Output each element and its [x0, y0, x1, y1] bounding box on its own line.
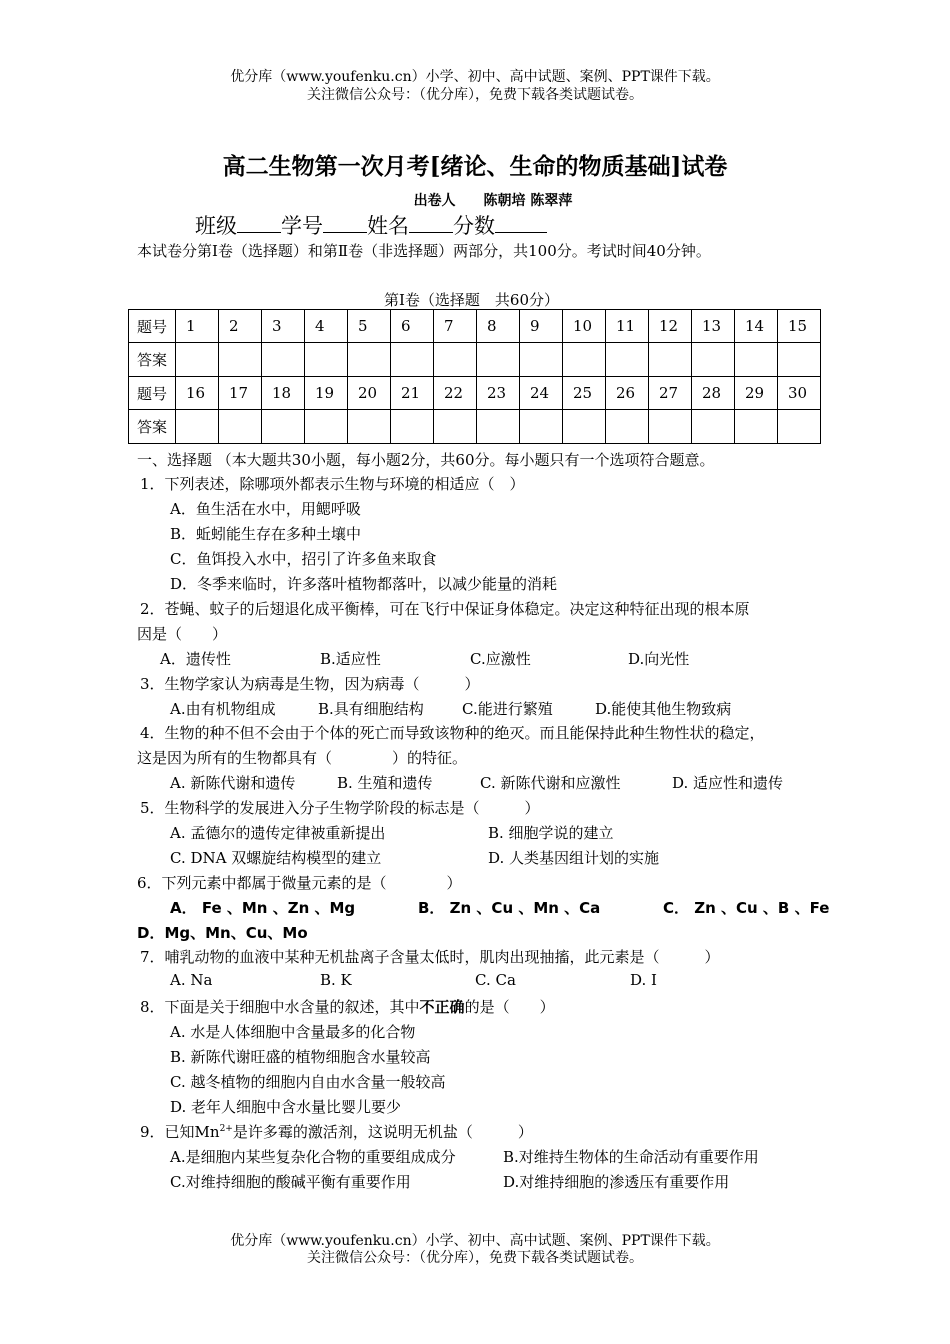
q2-option-c: C.应激性: [470, 650, 531, 668]
table-cell-qnum: 5: [348, 310, 391, 343]
name-blank[interactable]: [409, 214, 453, 233]
q3-option-b: B.具有细胞结构: [318, 700, 424, 718]
q5-option-b: B. 细胞学说的建立: [488, 824, 614, 842]
answer-cell[interactable]: [692, 343, 735, 377]
table-row-numbers-2: [129, 377, 821, 410]
q5-stem: 5．生物科学的发展进入分子生物学阶段的标志是（ ）: [140, 799, 540, 817]
footer-line-1: 优分库（www.youfenku.cn）小学、初中、高中试题、案例、PPT课件下载。: [230, 1233, 720, 1249]
q1-option-a: A．鱼生活在水中，用鳃呼吸: [170, 500, 361, 518]
q5-option-d: D. 人类基因组计划的实施: [488, 849, 660, 867]
table-row-answers-2: [129, 410, 821, 444]
score-blank[interactable]: [495, 214, 547, 233]
answer-cell[interactable]: [606, 410, 649, 444]
table-label-answer: 答案: [129, 410, 176, 444]
q2-option-a: A．遗传性: [160, 650, 231, 668]
answer-cell[interactable]: [219, 410, 262, 444]
answer-cell[interactable]: [348, 343, 391, 377]
table-cell-qnum: 10: [563, 310, 606, 343]
table-cell-qnum: 29: [735, 377, 778, 410]
answer-table: [128, 309, 821, 444]
q9-stem: [140, 1121, 533, 1142]
q2-option-d: D.向光性: [628, 650, 690, 668]
q8-option-c: C. 越冬植物的细胞内自由水含量一般较高: [170, 1073, 446, 1091]
table-cell-qnum: 15: [778, 310, 821, 343]
table-cell-qnum: 3: [262, 310, 305, 343]
id-label: 学号: [281, 214, 323, 238]
q3-option-a: A.由有机物组成: [170, 700, 276, 718]
q6-option-a: A． Fe 、Mn 、Zn 、Mg: [170, 899, 356, 917]
answer-cell[interactable]: [391, 343, 434, 377]
answer-cell[interactable]: [262, 410, 305, 444]
q7-stem: 7．哺乳动物的血液中某种无机盐离子含量太低时，肌肉出现抽搐，此元素是（ ）: [140, 948, 720, 966]
table-cell-qnum: 22: [434, 377, 477, 410]
table-cell-qnum: 16: [176, 377, 219, 410]
q7-option-c: C. Ca: [475, 971, 516, 989]
q1-option-d: D．冬季来临时，许多落叶植物都落叶，以减少能量的消耗: [170, 575, 558, 593]
q4-stem-line1: 4．生物的种不但不会由于个体的死亡而导致该物种的绝灭。而且能保持此种生物性状的稳定，: [140, 724, 765, 742]
q9-stem-pre: 9．已知Mn: [140, 1123, 220, 1141]
table-row-answers-1: [129, 343, 821, 377]
table-cell-qnum: 13: [692, 310, 735, 343]
table-cell-qnum: 28: [692, 377, 735, 410]
exam-intro: 本试卷分第Ⅰ卷（选择题）和第Ⅱ卷（非选择题）两部分，共100分。考试时间40分钟。: [137, 242, 711, 260]
answer-cell[interactable]: [219, 343, 262, 377]
answer-cell[interactable]: [305, 343, 348, 377]
table-cell-qnum: 18: [262, 377, 305, 410]
answer-cell[interactable]: [477, 410, 520, 444]
q4-stem-line2: 这是因为所有的生物都具有（ ）的特征。: [137, 749, 468, 767]
answer-cell[interactable]: [692, 410, 735, 444]
q8-stem-pre: 8．下面是关于细胞中水含量的叙述，其中: [140, 998, 420, 1016]
q2-stem-line2: 因是（ ）: [137, 625, 228, 643]
answer-cell[interactable]: [305, 410, 348, 444]
q8-option-b: B. 新陈代谢旺盛的植物细胞含水量较高: [170, 1048, 431, 1066]
q5-option-c: C. DNA 双螺旋结构模型的建立: [170, 849, 382, 867]
answer-cell[interactable]: [520, 343, 563, 377]
table-cell-qnum: 2: [219, 310, 262, 343]
table-cell-qnum: 8: [477, 310, 520, 343]
exam-title: 高二生物第一次月考[绪论、生命的物质基础]试卷: [222, 153, 728, 180]
q1-stem: 1．下列表述，除哪项外都表示生物与环境的相适应（ ）: [140, 475, 525, 493]
q6-stem: 6．下列元素中都属于微量元素的是（ ）: [137, 874, 462, 892]
q9-option-a: A.是细胞内某些复杂化合物的重要组成成分: [170, 1148, 456, 1166]
answer-cell[interactable]: [348, 410, 391, 444]
q6-option-b: B． Zn 、Cu 、Mn 、Ca: [418, 899, 601, 917]
answer-cell[interactable]: [520, 410, 563, 444]
class-blank[interactable]: [237, 214, 281, 233]
name-label: 姓名: [367, 214, 409, 238]
table-cell-qnum: 1: [176, 310, 219, 343]
q7-option-d: D. I: [630, 971, 657, 989]
answer-cell[interactable]: [649, 343, 692, 377]
table-cell-qnum: 30: [778, 377, 821, 410]
footer-line-2: 关注微信公众号：（优分库），免费下载各类试题试卷。: [307, 1250, 643, 1266]
table-cell-qnum: 20: [348, 377, 391, 410]
q8-option-a: A. 水是人体细胞中含量最多的化合物: [170, 1023, 416, 1041]
table-cell-qnum: 6: [391, 310, 434, 343]
exam-authors: 出卷人 陈朝培 陈翠萍: [413, 193, 573, 209]
q3-option-c: C.能进行繁殖: [462, 700, 553, 718]
q9-option-d: D.对维持细胞的渗透压有重要作用: [503, 1173, 730, 1191]
table-cell-qnum: 14: [735, 310, 778, 343]
section1-title: 第Ⅰ卷（选择题 共60分）: [384, 291, 560, 309]
class-label: 班级: [195, 214, 237, 238]
answer-cell[interactable]: [778, 343, 821, 377]
q3-stem: 3．生物学家认为病毒是生物，因为病毒（ ）: [140, 675, 480, 693]
student-info-line: [195, 210, 547, 240]
q9-stem-superscript: 2+: [219, 1124, 233, 1134]
answer-cell[interactable]: [434, 410, 477, 444]
header-line-1: 优分库（www.youfenku.cn）小学、初中、高中试题、案例、PPT课件下载。: [230, 69, 720, 85]
table-cell-qnum: 27: [649, 377, 692, 410]
answer-cell[interactable]: [778, 410, 821, 444]
table-cell-qnum: 23: [477, 377, 520, 410]
table-cell-qnum: 4: [305, 310, 348, 343]
q8-stem: [140, 996, 555, 1017]
q3-option-d: D.能使其他生物致病: [595, 700, 732, 718]
q7-option-a: A. Na: [170, 971, 213, 989]
q5-option-a: A. 孟德尔的遗传定律被重新提出: [170, 824, 386, 842]
answer-cell[interactable]: [176, 343, 219, 377]
q6-option-c: C． Zn 、Cu 、B 、Fe: [663, 899, 830, 917]
table-cell-qnum: 25: [563, 377, 606, 410]
answer-cell[interactable]: [649, 410, 692, 444]
q4-option-d: D. 适应性和遗传: [672, 774, 784, 792]
q8-option-d: D. 老年人细胞中含水量比婴儿要少: [170, 1098, 402, 1116]
table-cell-qnum: 11: [606, 310, 649, 343]
table-cell-qnum: 12: [649, 310, 692, 343]
answer-cell[interactable]: [606, 343, 649, 377]
answer-cell[interactable]: [735, 343, 778, 377]
q2-option-b: B.适应性: [320, 650, 381, 668]
q1-option-c: C．鱼饵投入水中，招引了许多鱼来取食: [170, 550, 437, 568]
id-blank[interactable]: [323, 214, 367, 233]
answer-cell[interactable]: [563, 343, 606, 377]
table-cell-qnum: 26: [606, 377, 649, 410]
q8-stem-emphasis: 不正确: [419, 998, 465, 1016]
q9-option-b: B.对维持生物体的生命活动有重要作用: [503, 1148, 759, 1166]
answer-cell[interactable]: [176, 410, 219, 444]
answer-cell[interactable]: [434, 343, 477, 377]
answer-cell[interactable]: [262, 343, 305, 377]
table-cell-qnum: 7: [434, 310, 477, 343]
header-line-2: 关注微信公众号：（优分库），免费下载各类试题试卷。: [307, 87, 643, 103]
q2-stem-line1: 2．苍蝇、蚊子的后翅退化成平衡棒，可在飞行中保证身体稳定。决定这种特征出现的根本原: [140, 600, 750, 618]
answer-cell[interactable]: [735, 410, 778, 444]
table-cell-qnum: 24: [520, 377, 563, 410]
q4-option-a: A. 新陈代谢和遗传: [170, 774, 296, 792]
answer-cell[interactable]: [477, 343, 520, 377]
q4-option-c: C. 新陈代谢和应激性: [480, 774, 621, 792]
table-cell-qnum: 21: [391, 377, 434, 410]
table-label-question: 题号: [129, 377, 176, 410]
table-label-answer: 答案: [129, 343, 176, 377]
table-label-question: 题号: [129, 310, 176, 343]
part1-description: 一、选择题 （本大题共30小题，每小题2分，共60分。每小题只有一个选项符合题意。: [137, 451, 715, 469]
q9-option-c: C.对维持细胞的酸碱平衡有重要作用: [170, 1173, 411, 1191]
table-cell-qnum: 17: [219, 377, 262, 410]
q6-option-d: D．Mg、Mn、Cu、Mo: [137, 924, 308, 942]
q4-option-b: B. 生殖和遗传: [337, 774, 433, 792]
table-row-numbers-1: [129, 310, 821, 343]
table-cell-qnum: 9: [520, 310, 563, 343]
q9-stem-post: 是许多霉的激活剂，这说明无机盐（ ）: [232, 1123, 533, 1141]
score-label: 分数: [453, 214, 495, 238]
q7-option-b: B. K: [320, 971, 352, 989]
q8-stem-post: 的是（ ）: [464, 998, 555, 1016]
answer-cell[interactable]: [563, 410, 606, 444]
table-cell-qnum: 19: [305, 377, 348, 410]
answer-cell[interactable]: [391, 410, 434, 444]
q1-option-b: B．蚯蚓能生存在多种土壤中: [170, 525, 362, 543]
